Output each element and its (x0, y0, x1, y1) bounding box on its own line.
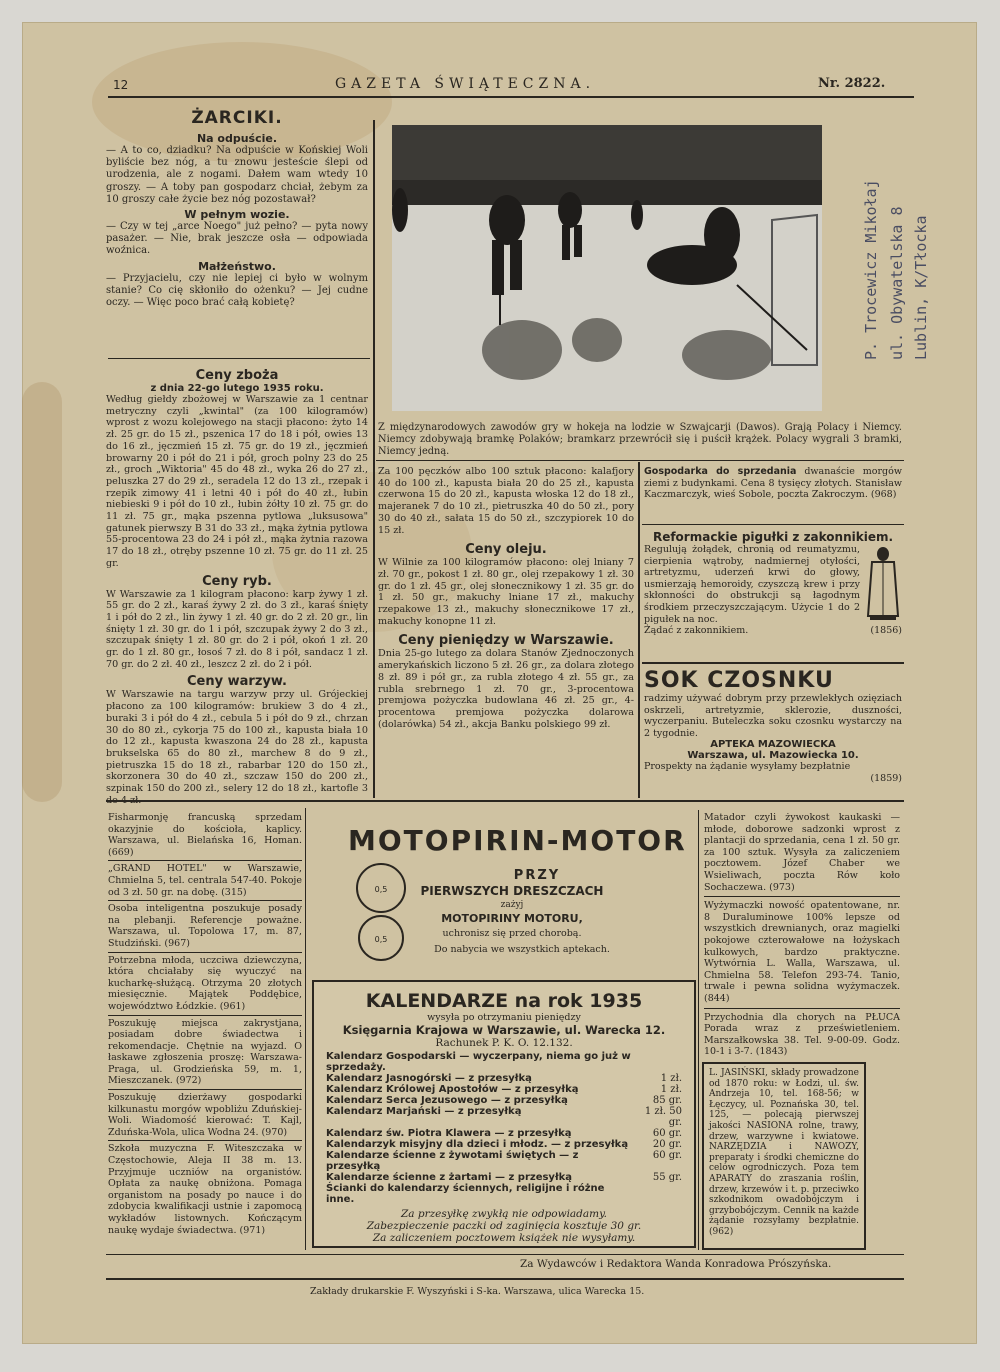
ad-number: (1859) (870, 772, 902, 784)
footer-rule (106, 1278, 904, 1280)
warzywa-text-continued: Za 100 pęczków albo 100 sztuk płacono: kalafjory 40 do 100 zł., kapusta biała 20 do 25 zł., kapusta czerwona 15 do 20 zł., kapusta włoska 12 do 18 zł., majeranek 7 do 10 zł., pietruszka 40 do 50 zł., pory 30 do 40 zł., sałata 15 do 50 zł., szczypiorek 10 do 15 zł. (378, 466, 634, 536)
zboze-subtitle: z dnia 22-go lutego 1935 roku. (150, 383, 324, 394)
zboze-title: Ceny zboża (195, 368, 279, 383)
joke-heading: Małżeństwo. (198, 259, 276, 273)
classified-ad: Przychodnia dla chorych na PŁUCA Porada wraz z prześwietleniem. Marszałkowska 38. Tel. 9-00-09. Godz. 10-1 i 3-7. (1843) (704, 1011, 900, 1058)
ad-number: (968) (870, 489, 897, 501)
stamp-line: Lublin, K/Tłocka (912, 215, 930, 360)
ryby-title: Ceny ryb. (202, 573, 272, 589)
editor-line: Za Wydawców i Redaktora Wanda Konradowa Prószyńska. (520, 1258, 832, 1270)
kalendarze-title: KALENDARZE na rok 1935 (365, 990, 643, 1012)
price-row: Kalendarze ścienne z żywotami świętych — z przesyłką 60 gr. (326, 1150, 682, 1172)
olej-text: W Wilnie za 100 kilogramów płacono: olej lniany 7 zł. 70 gr., pokost 1 zł. 80 gr., olej rzepakowy 1 zł. 30 gr. do 1 zł. 45 gr., olej słonecznikowy 1 zł. 35 gr. do 1 zł. 50 gr., makuchy lniane 17 zł., makuchy rzepakowe 13 zł., makuchy słonecznikowe 17 zł., makuchy konopne 11 zł. (378, 557, 634, 627)
edge-stain (22, 382, 62, 802)
zarciki-section (106, 108, 368, 309)
address-stamp (862, 179, 882, 360)
sok-address: Warszawa, ul. Mazowiecka 10. (687, 750, 859, 762)
section-rule (108, 358, 370, 359)
kalendarze-note: Za zaliczeniem pocztowem książek nie wysyłamy. (372, 1232, 636, 1244)
classified-ad: L. JASIŃSKI, składy prowadzone od 1870 roku: w Łodzi, ul. św. Andrzeja 10, tel. 168-56; w Łęczycy, ul. Poznańska 30, tel. 125, — polecają pierwszej jakości NASIONA rolne, trawy, drzew, warzywne i kwiatowe. NARZĘDZIA i NAWOZY, preparaty i środki chemiczne do celów ogrodniczych. Poza tem APARATY do zraszania roślin, drzew, krzewów i t. p. przeciwko szkodnikom owadobójczym i grzybobójczym. Cennik na każde żądanie rozsyłamy bezpłatnie. (962) (709, 1068, 859, 1237)
kalendarze-sub: Księgarnia Krajowa w Warszawie, ul. Warecka 12. (342, 1023, 666, 1037)
hockey-photo-graphic (392, 125, 822, 411)
column-divider (698, 810, 699, 1250)
ad-number: (1856) (870, 625, 902, 637)
sok-ad (644, 668, 902, 785)
motopirin-line: zażyj (500, 900, 524, 910)
section-rule (642, 662, 904, 664)
printer-line: Zakłady drukarskie F. Wyszyński i S-ka. Warszawa, ulica Warecka 15. (310, 1286, 645, 1297)
pigulki-title: Reformackie pigułki z zakonnikiem. (652, 530, 894, 544)
price-row: Kalendarze ścienne z żartami — z przesyłką 55 gr. (326, 1172, 682, 1183)
motopirin-line: PIERWSZYCH DRESZCZACH (420, 884, 604, 898)
joke-text: — Przyjacielu, czy nie lepiej ci było w wolnym stanie? Co cię skłoniło do ożenku? — Jej cudne oczy. — Więc poco brać całą kobietę? (106, 272, 368, 309)
pieniadze-title: Ceny pieniędzy w Warszawie. (398, 633, 614, 649)
price-row: Kalendarzyk misyjny dla dzieci i młodz. — z przesyłką 20 gr. (326, 1139, 682, 1150)
column-divider (638, 462, 640, 798)
pigulki-ad (644, 530, 902, 637)
warzywa-text: W Warszawie na targu warzyw przy ul. Grójeckiej płacono za 100 kilogramów: brukiew 3 do 4 zł., buraki 3 i pół do 4 zł., cebula 5 i pół do 9 zł., chrzan 30 do 80 zł., cykorja 75 do 100 zł., kapusta biała 10 do 12 zł., kapusta kwaszona 24 do 28 zł., kapusta brukselska 65 do 80 zł., marchew 8 do 9 zł., pietruszka 15 do 18 zł., rabarbar 120 do 150 zł., skorzonera 30 do 40 zł., szczaw 150 do 200 zł., szpinak 150 do 200 zł., selery 12 do 18 zł., kartofle 3 (106, 689, 368, 795)
price-row: Kalendarz Jasnogórski — z przesyłką 1 zł. (326, 1073, 682, 1084)
olej-title: Ceny oleju. (465, 542, 547, 558)
price-row: Kalendarz Gospodarski — wyczerpany, niema go już w sprzedaży. (326, 1051, 631, 1073)
pill-dose-label: 0,5 (374, 885, 388, 894)
price-row: Kalendarz św. Piotra Klawera — z przesyłką 60 gr. (326, 1128, 682, 1139)
classified-ad: „GRAND HOTEL" w Warszawie, Chmielna 5, tel. centrala 547-40. Pokoje od 3 zł. 50 gr. na dobę. (315) (108, 863, 302, 898)
kalendarze-sub: wysyła po otrzymaniu pieniędzy (427, 1012, 581, 1023)
ads-section-rule (106, 800, 904, 802)
motopirin-brand: MOTOPIRIN-MOTOR (348, 824, 687, 857)
right-ads (704, 812, 900, 1058)
kalendarze-ad (312, 980, 696, 1248)
classified-ad: Poszukuję miejsca zakrystjana, posiadam dobre świadectwa i rekomendacje. Chętnie na wyjazd. O łaskawe zgłoszenia proszę: Warszawa-Praga, ul. Grodzieńska 59, m. 1, Mieszczanek. (972) (108, 1017, 302, 1087)
joke-text: — A to co, dziadku? Na odpuście w Końskiej Woli byliście bez nóg, a tu znowu jesteście ślepi od urodzenia, ale z nogami. Dałem wam wtedy 10 groszy. — A toby pan gospodarz chciał, żebym za 10 groszy całe życie bez nóg pozostawał? (106, 145, 368, 205)
section-rule (642, 524, 904, 525)
gospodarka-heading: Gospodarka do sprzedania (644, 466, 797, 477)
motopirin-line: Do nabycia we wszystkich aptekach. (434, 944, 610, 955)
joke-text: — Czy w tej „arce Noego" już pełno? — pyta nowy pasażer. — Nie, brak jeszcze osła — odpowiada woźnica. (106, 221, 368, 257)
classified-ad: Matador czyli żywokost kaukaski — młode, doborowe sadzonki wprost z plantacji do sprzedania, cena 1 zł. 50 gr. za 100 sztuk. Wysyła za zaliczeniem pocztowem. Józef Chaber we Wsieliwach, poczta Rów koło Sochaczewa. (973) (704, 812, 900, 893)
sok-footer: Prospekty na żądanie wysyłamy bezpłatnie (644, 761, 851, 773)
kalendarze-sub: Rachunek P. K. O. 12.132. (435, 1037, 573, 1049)
stamp-line: P. Trocewicz Mikołaj (862, 179, 880, 360)
motopirin-line: MOTOPIRINY MOTORU, (441, 912, 583, 925)
monk-icon (864, 544, 902, 624)
column-divider (373, 120, 375, 798)
warzywa-title: Ceny warzyw. (187, 674, 287, 690)
sok-title: SOK CZOSNKU (644, 668, 834, 693)
classified-ad: Poszukuję dzierżawy gospodarki kilkunastu morgów wpobliżu Zduńskiej-Woli. Wiadomość kierować: T. Kajl, Zduńska-Wola, ulica Wodna 24. (970) (108, 1092, 302, 1138)
sok-text: radzimy używać dobrym przy przewlekłych ozięziach oskrzeli, artretyzmie, sklerozie, duszności, wyczerpaniu. Buteleczka soku czosnku wystarczy na 2 tygodnie. (644, 693, 902, 739)
footer-rule (106, 1254, 904, 1255)
pigulki-footer: Żądać z zakonnikiem. (644, 625, 749, 637)
issue-number: Nr. 2822. (818, 76, 886, 91)
price-row: Kalendarz Serca Jezusowego — z przesyłką 85 gr. (326, 1095, 682, 1106)
left-ads (108, 812, 302, 1236)
kalendarze-note: Za przesyłkę zwykłą nie odpowiadamy. (400, 1208, 607, 1220)
masthead: GAZETA ŚWIĄTECZNA. (335, 76, 596, 92)
kalendarze-price-list (314, 1049, 694, 1205)
stamp-line: ul. Obywatelska 8 (888, 206, 906, 360)
pieniadze-text: Dnia 25-go lutego za dolara Stanów Zjednoczonych amerykańskich liczono 5 zł. 26 gr., za dolara złotego 8 zł. 89 i pół gr., za rubla złotego 4 zł. 55 gr., za rubla srebrnego 1 zł. 70 gr., 3-procentowa premjowa pożyczka budowlana 46 zł. 25 gr., 4-procentowa premjowa pożyczka dolarowa (dolarówka) 54 zł., akcja Banku polskiego 99 zł. (378, 648, 634, 730)
sok-pharmacy: APTEKA MAZOWIECKA (710, 739, 836, 751)
classified-ad: Fisharmonję francuską sprzedam okazyjnie do kościoła, kaplicy. Warszawa, ul. Bielańska 16, Homan. (669) (108, 812, 302, 858)
price-row: Kalendarz Marjański — z przesyłką 1 zł. 50 gr. (326, 1106, 682, 1128)
caption-rule (376, 460, 904, 461)
motopirin-line: uchronisz się przed chorobą. (442, 928, 582, 939)
header-rule (108, 96, 914, 98)
zboze-text: Według giełdy zbożowej w Warszawie za 1 centnar metryczny czyli „kwintal" (za 100 kilogramów) wprost z wozu kolejowego na stacji płacono: żyto 14 zł. 25 gr. do 15 zł., pszenica 17 do 18 i pół, owies 13 do 16 zł., jęczmień 15 zł. 75 gr. do 19 zł., jęczmień browarny 20 i pół do 21 i pół, groch polny 23 do 25 zł., groch „Wiktoria" 45 do 48 zł., wyka 26 do 27 zł., peluszka 27 do 29 zł., seradela 12 do 13 zł., rzepak i rzepik zimowy 41 i letni 40 i pół do 40 zł., łubin niebieski 9 i pół do 10 zł., łubin żółty 10 zł. 75 gr. do 11 zł. 75 gr., mąka pszenna pytlowa „luksusowa" gatunek pierwszy B 31 do 33 zł., mąka żytnia pytlowa 55-procentowa 23 do 24 i pół zł., mąka żytnia razowa 17 do 18 zł., otręby pszenne 10 zł. 75 gr. do 11 zł. 25 gr. (106, 394, 368, 569)
price-row: Ścianki do kalendarzy ściennych, religijne i różne inne. (326, 1183, 605, 1205)
pill-dose-label: 0,5 (374, 935, 388, 944)
zarciki-title: ŻARCIKI. (191, 108, 283, 128)
page-number: 12 (113, 78, 129, 92)
middle-column (378, 466, 634, 730)
kalendarze-note: Zabezpieczenie paczki od zaginięcia kosztuje 30 gr. (366, 1220, 642, 1232)
gospodarka-ad (644, 466, 902, 501)
motopirin-line: PRZY (513, 868, 561, 883)
classified-ad: Wyżymaczki nowość opatentowane, nr. 8 Duraluminowe 100% lepsze od wszystkich drewnianych, oraz magielki pokojowe czterowałowe na łożyskach kulkowych, bardzo praktyczne. Wytwórnia L. Walla, Warszawa, ul. Chmielna 58. Telefon 293-74. Tanio, trwale i pewna solidna wyżymaczek. (844) (704, 900, 900, 1004)
motopirin-ad (312, 810, 696, 976)
price-row: Kalendarz Królowej Apostołów — z przesyłką 1 zł. (326, 1084, 682, 1095)
photo-caption: Z międzynarodowych zawodów gry w hokeja na lodzie w Szwajcarji (Dawos). Grają Polacy i Niemcy. Niemcy zdobywają bramkę Polaków; bramkarz przewrócił się i puścił krążek. Polacy wygrali 3 bramki, Niemcy jedną. (378, 422, 902, 457)
classified-ad: Osoba inteligentna poszukuje posady na plebanji. Referencje poważne. Warszawa, ul. Topolowa 17, m. 87, Studziński. (967) (108, 903, 302, 949)
classified-ad: Potrzebna młoda, uczciwa dziewczyna, która chciałaby się wyuczyć na kucharkę-służącą. Otrzyma 20 złotych miesięcznie. Majątek Poddębice, województwo Łódzkie. (961) (108, 954, 302, 1012)
hockey-photo (392, 125, 822, 411)
jasinski-ad (702, 1062, 866, 1250)
zboze-section (106, 368, 368, 807)
joke-heading: W pełnym wozie. (184, 208, 290, 222)
pill-tablets-icon (350, 862, 412, 962)
pigulki-text: Regulują żołądek, chronią od reumatyzmu, cierpienia wątroby, nadmiernej otyłości, artretyzmu, uderzeń krwi do głowy, usmierzają hemoroidy, czyszczą krew i przy skłonności do obstrukcji są łagodnym środkiem przeczyszczającym. Użycie 1 do 2 pigułek na noc. (644, 544, 860, 625)
joke-heading: Na odpuście. (196, 132, 278, 145)
column-divider (305, 808, 306, 1250)
ryby-text: W Warszawie za 1 kilogram płacono: karp żywy 1 zł. 55 gr. do 2 zł., karaś żywy 2 zł. do 3 zł., karaś śnięty 1 i pół do 2 zł., lin żywy 1 zł. 40 gr. do 2 zł. 20 gr., lin śnięty 1 zł. 30 gr. do 1 i pół, szczupak żywy 2 do 3 zł., szczupak śnięty 1 zł. 80 gr. do 2 i pół, okoń 1 zł. 20 gr. do 1 zł. 80 gr., łosoś 7 zł. do 8 i pół, sandacz 1 zł. 70 gr. do 2 zł. 40 zł., leszcz 2 zł. do 2 i pół. (106, 588, 368, 670)
gospodarka-text: dwanaście morgów ziemi z budynkami. Cena 8 tysięcy złotych. Stanisław Kaczmarczyk, wieś Sobole, poczta Zakroczym. (644, 466, 902, 501)
classified-ad: Szkoła muzyczna F. Witeszczaka w Częstochowie, Aleja II 38 m. 13. Przyjmuje uczniów na organistów. Opłata za naukę obniżona. Pomaga organistom na posady po nauce i do zdobycia kwalifikacji ustnie i zapomocą wykładów listownych. Kończącym naukę wydaje świadectwa. (971) (108, 1143, 302, 1236)
